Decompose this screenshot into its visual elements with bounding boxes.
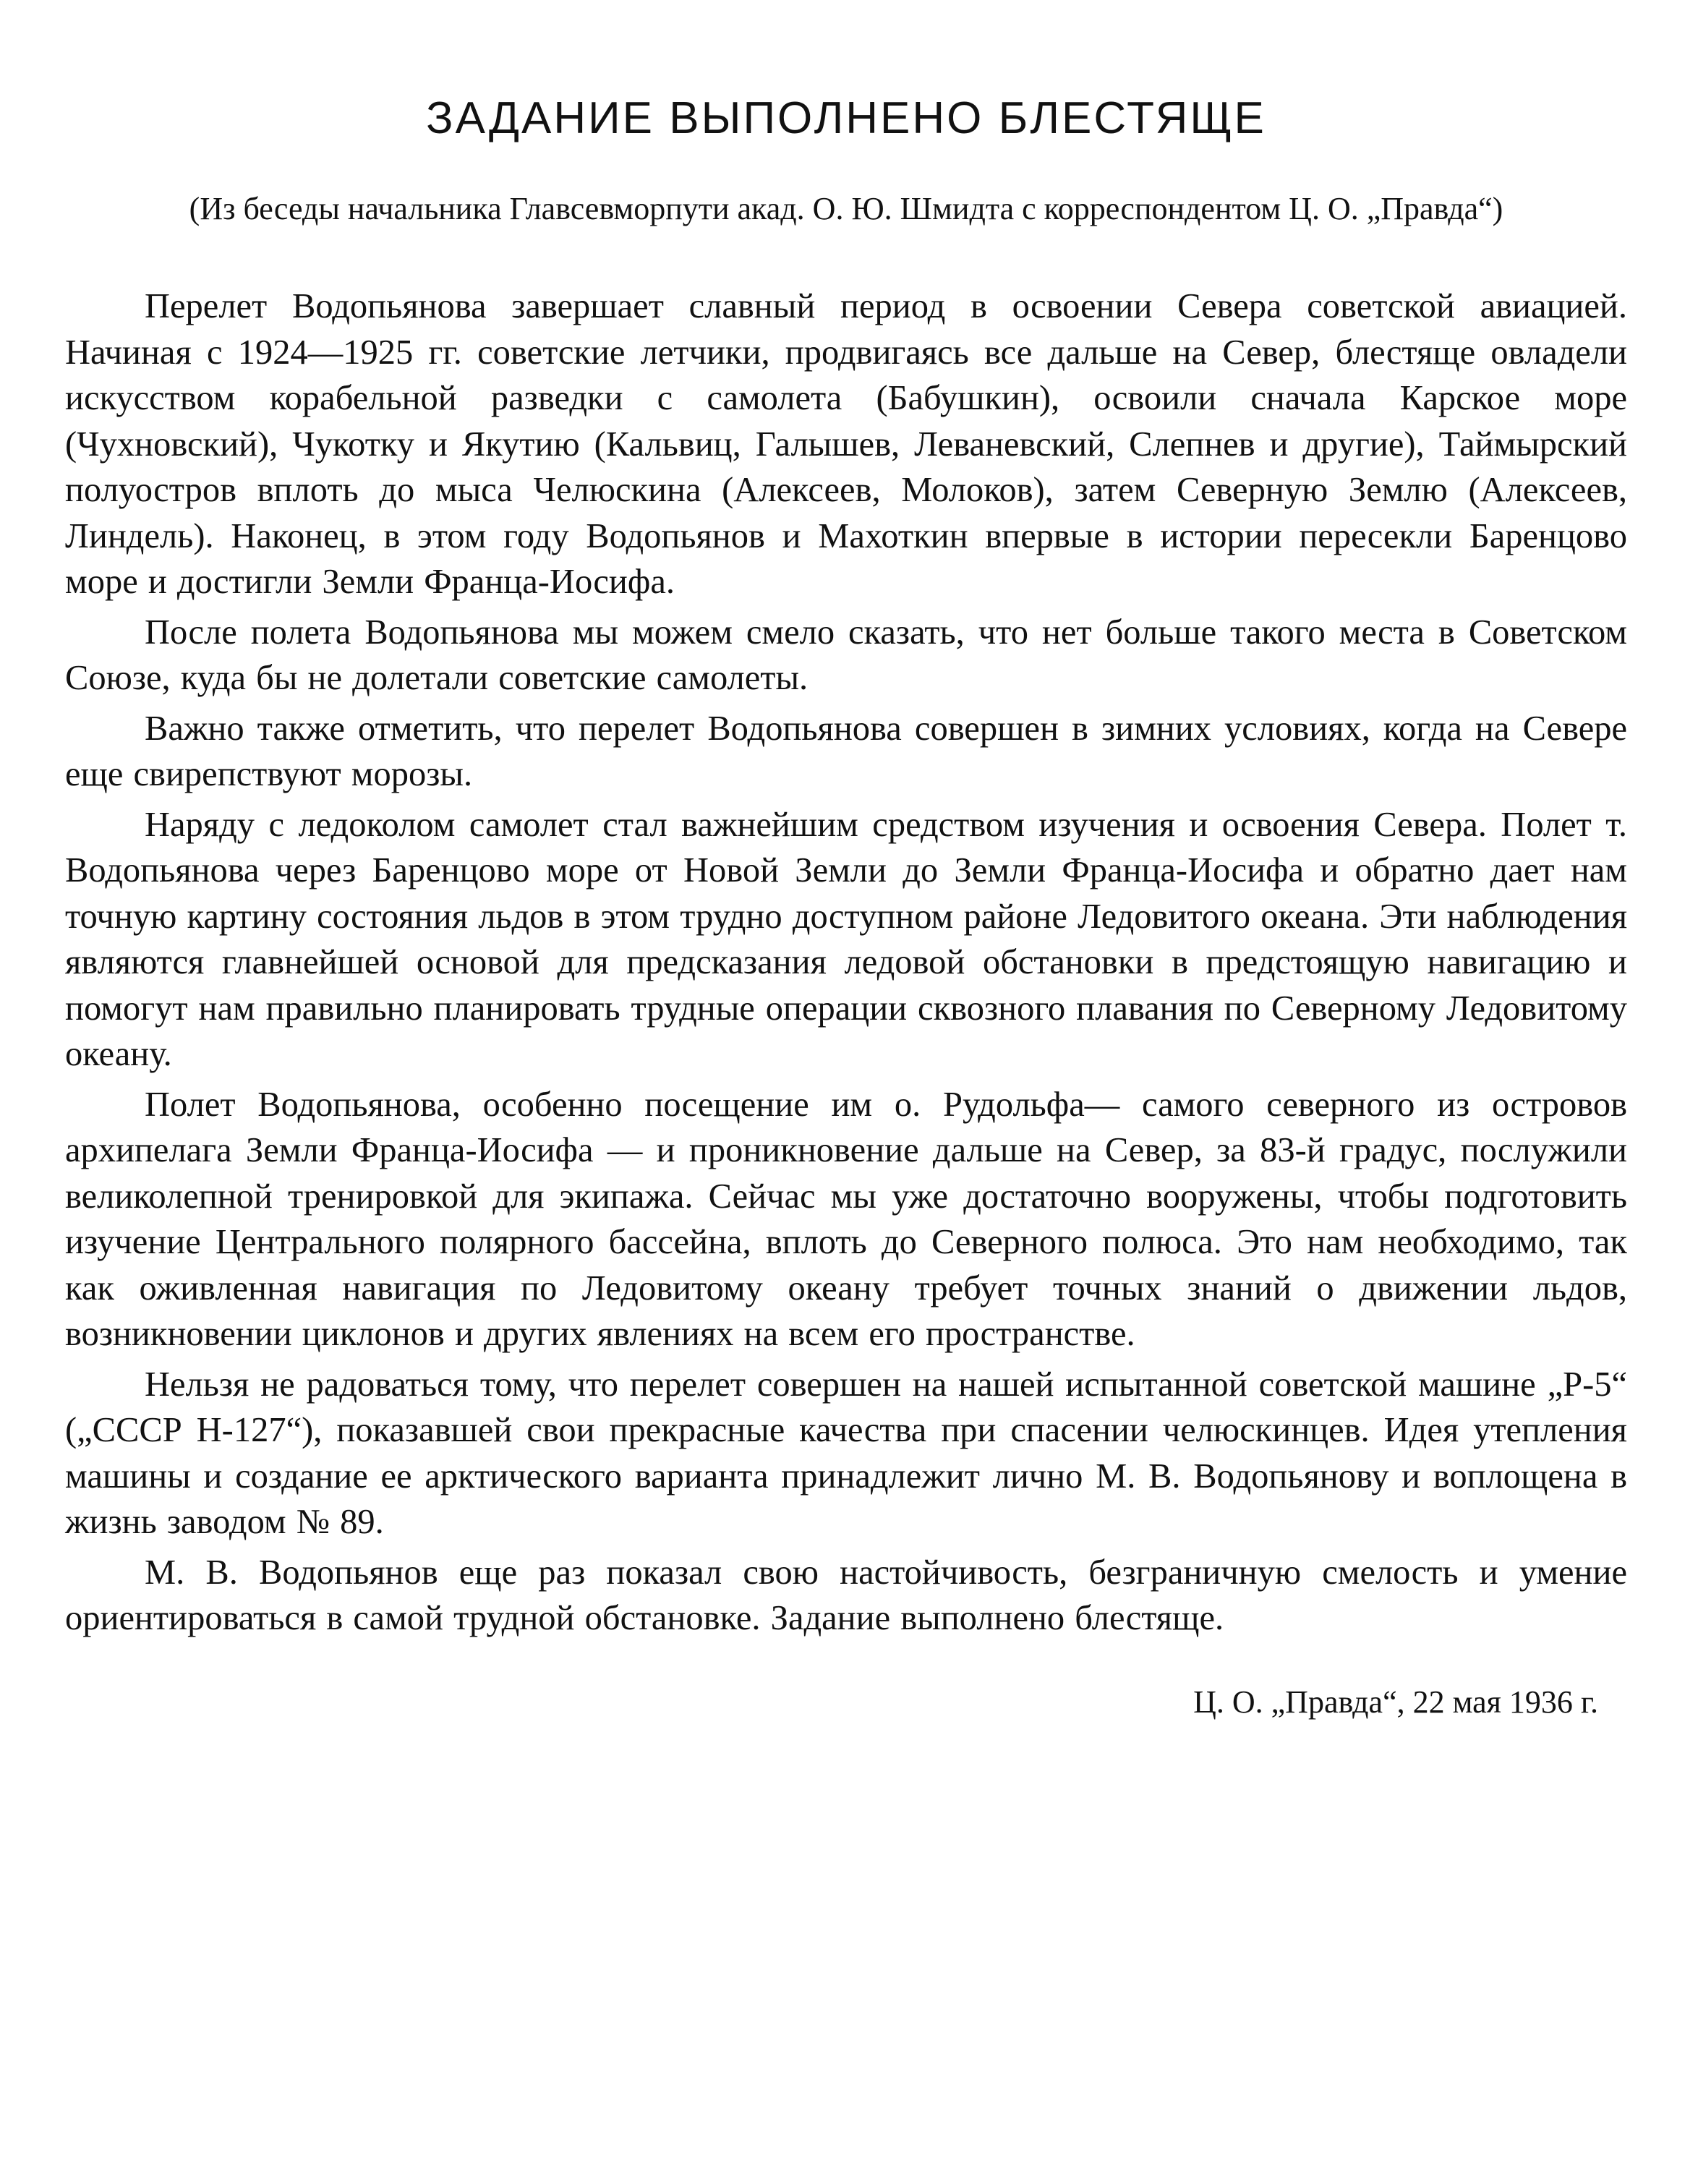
paragraph: Наряду с ледоколом самолет стал важнейшим средством изучения и освоения Севера. Полет т. Водопьянова через Баренцово море от Новой Земли до Земли Франца-Иосифа и обратно дает нам точную картину состояния льдов в этом трудно доступном районе Ледовитого океана. Эти наблюдения являются главнейшей основой для предсказания ледовой обстановки в предстоящую навигацию и помогут нам правильно планировать трудные операции сквозного плавания по Северному Ледовитому океану. <box>65 805 1627 1074</box>
document-page <box>65 94 1627 1720</box>
paragraph: Полет Водопьянова, особенно посещение им о. Рудольфа— самого северного из островов архипелага Земли Франца-Иосифа — и проникновение дальше на Север, за 83-й градус, послужили великолепной тренировкой для экипажа. Сейчас мы уже достаточно вооружены, чтобы подготовить изучение Центрального полярного бассейна, вплоть до Северного полюса. Это нам необходимо, так как оживленная навигация по Ледовитому океану требует точных знаний о движении льдов, возникновении циклонов и других явлениях на всем его пространстве. <box>65 1085 1627 1354</box>
paragraph: М. В. Водопьянов еще раз показал свою настойчивость, безграничную смелость и умение ориентироваться в самой трудной обстановке. Задание выполнено блестяще. <box>65 1553 1627 1638</box>
paragraph: Важно также отметить, что перелет Водопьянова совершен в зимних условиях, когда на Севере еще свирепствуют морозы. <box>65 709 1627 794</box>
paragraph: После полета Водопьянова мы можем смело сказать, что нет больше такого места в Советском Союзе, куда бы не долетали советские самолеты. <box>65 613 1627 698</box>
source-signature: Ц. О. „Правда“, 22 мая 1936 г. <box>1193 1684 1598 1720</box>
article-title: ЗАДАНИЕ ВЫПОЛНЕНО БЛЕСТЯЩЕ <box>426 93 1266 143</box>
paragraph: Перелет Водопьянова завершает славный период в освоении Севера советской авиацией. Начиная с 1924—1925 гг. советские летчики, продвигаясь все дальше на Север, блестяще овладели искусством корабельной разведки с самолета (Бабушкин), освоили сначала Карское море (Чухновский), Чукотку и Якутию (Кальвиц, Галышев, Леваневский, Слепнев и другие), Таймырский полуостров вплоть до мыса Челюскина (Алексеев, Молоков), затем Северную Землю (Алексеев, Линдель). Наконец, в этом году Водопьянов и Махоткин впервые в истории пересекли Баренцово море и достигли Земли Франца-Иосифа. <box>65 287 1627 602</box>
article-subtitle: (Из беседы начальника Главсевморпути акад. О. Ю. Шмидта с корреспондентом Ц. О. „Правда“) <box>189 191 1503 227</box>
article-body <box>65 283 1627 1642</box>
paragraph: Нельзя не радоваться тому, что перелет совершен на нашей испытанной советской машине „Р-5“ („СССР Н-127“), показавшей свои прекрасные качества при спасении челюскинцев. Идея утепления машины и создание ее арктического варианта принадлежит лично М. В. Водопьянову и воплощена в жизнь заводом № 89. <box>65 1365 1627 1542</box>
